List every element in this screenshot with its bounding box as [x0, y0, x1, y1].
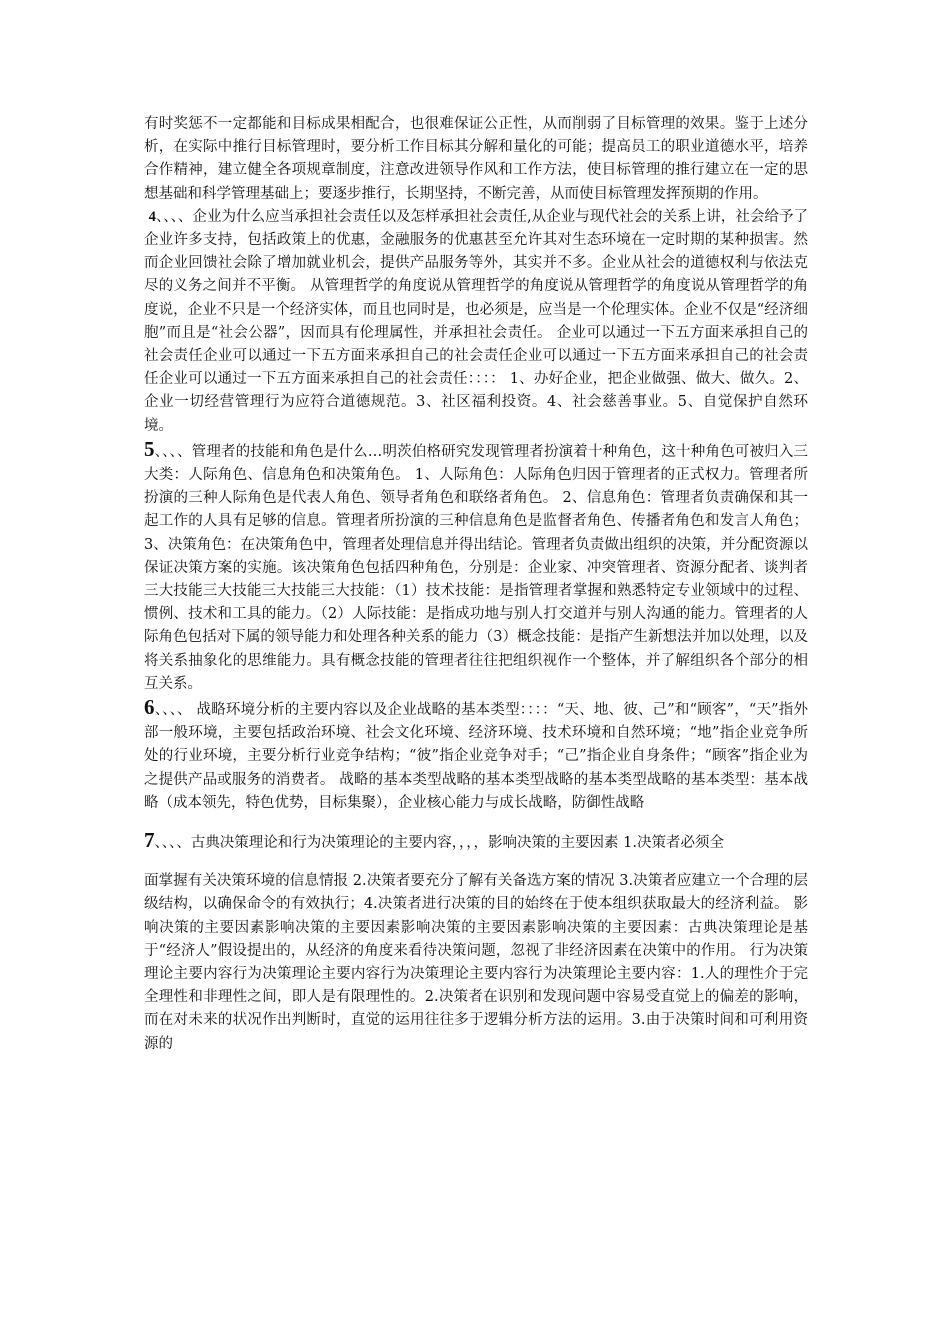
paragraph-text: 、、、、古典决策理论和行为决策理论的主要内容，，，，影响决策的主要因素 1.决策者必须全	[154, 835, 724, 852]
paragraph-decision-heading	[144, 825, 808, 858]
question-number: 5	[144, 436, 155, 461]
question-number: 7	[144, 828, 155, 853]
paragraph-decision-theory: 面掌握有关决策环境的信息情报 2.决策者要充分了解有关备选方案的情况 3.决策者应建立一个合理的层级结构，以确保命令的有效执行；4.决策者进行决策的目的始终在于使本组织获取最大的经济利益。 影响决策的主要因素影响决策的主要因素影响决策的主要因素影响决策的主要因素：古典决策理论是基于“经济人”假设提出的，从经济的角度来看待决策问题，忽视了非经济因素在决策中的作用。 行为决策理论主要内容行为决策理论主要内容行为决策理论主要内容行为决策理论主要内容：1.人的理性介于完全理性和非理性之间，即人是有限理性的。2.决策者在识别和发现问题中容易受直觉上的偏差的影响，而在对未来的状况作出判断时，直觉的运用往往多于逻辑分析方法的运用。3.由于决策时间和可利用资源的	[144, 873, 808, 1052]
paragraph-social-responsibility	[144, 206, 808, 438]
paragraph-text: 、、、、企业为什么应当承担社会责任以及怎样承担社会责任,从企业与现代社会的关系上讲，社会给予了企业许多支持，包括政策上的优惠，金融服务的优惠甚至允许其对生态环境在一定时期的某种损害。然而企业回馈社会除了增加就业机会，提供产品服务等外，其实并不多。企业从社会的道德权利与依法克尽的义务之间并不平衡。 从管理哲学的角度说从管理哲学的角度说从管理哲学的角度说从管理哲学的角度说，企业不只是一个经济实体，而且也同时是，也必须是，应当是一个伦理实体。企业不仅是“经济细胞”而且是“社会公器”，因而具有伦理属性，并承担社会责任。 企业可以通过一下五方面来承担自己的社会责任企业可以通过一下五方面来承担自己的社会责任企业可以通过一下五方面来承担自己的社会责任企业可以通过一下五方面来承担自己的社会责任：：：： 1、办好企业，把企业做强、做大、做久。2、企业一切经营管理行为应符合道德规范。3、社区福利投资。4、社会慈善事业。5、自觉保护自然环境。	[144, 208, 809, 434]
paragraph-text: 、、、、 战略环境分析的主要内容以及企业战略的基本类型：：：：“天、地、彼、己”和“顾客”，“天”指外部一般环境，主要包括政治环境、社会文化环境、经济环境、技术环境和自然环境；“地”指企业竞争所处的行业环境，主要分析行业竞争结构；“彼”指企业竞争对手；“己”指企业自身条件；“顾客”指企业为之提供产品或服务的消费者。 战略的基本类型战略的基本类型战略的基本类型战略的基本类型：基本战略（成本领先，特色优势，目标集聚），企业核心能力与成长战略，防御性战略	[144, 702, 808, 811]
question-number: 6	[144, 695, 155, 720]
question-number: 4	[148, 208, 156, 225]
paragraph-target-management: 有时奖惩不一定都能和目标成果相配合，也很难保证公正性，从而削弱了目标管理的效果。鉴于上述分析，在实际中推行目标管理时，要分析工作目标其分解和量化的可能；提高员工的职业道德水平，培养合作精神，建立健全各项规章制度，注意改进领导作风和工作方法，使目标管理的推行建立在一定的思想基础和科学管理基础上；要逐步推行，长期坚持，不断完善，从而使目标管理发挥预期的作用。	[144, 116, 808, 202]
paragraph-manager-roles	[144, 438, 808, 696]
paragraph-text: 、、、、管理者的技能和角色是什么…明茨伯格研究发现管理者扮演着十种角色，这十种角色可被归入三大类：人际角色、信息角色和决策角色。 1、人际角色：人际角色归因于管理者的正式权力。管理者所扮演的三种人际角色是代表人角色、领导者角色和联络者角色。 2、信息角色：管理者负责确保和其一起工作的人具有足够的信息。管理者所扮演的三种信息角色是监督者角色、传播者角色和发言人角色；3、决策角色：在决策角色中，管理者处理信息并得出结论。管理者负责做出组织的决策，并分配资源以保证决策方案的实施。该决策角色包括四种角色，分别是：企业家、冲突管理者、资源分配者、谈判者 三大技能三大技能三大技能三大技能：（1）技术技能：是指管理者掌握和熟悉特定专业领域中的过程、惯例、技术和工具的能力。（2）人际技能：是指成功地与别人打交道并与别人沟通的能力。管理者的人际角色包括对下属的领导能力和处理各种关系的能力（3）概念技能：是指产生新想法并加以处理，以及将关系抽象化的思维能力。具有概念技能的管理者往往把组织视作一个整体，并了解组织各个部分的相互关系。	[144, 443, 808, 692]
document-page	[144, 113, 808, 1056]
paragraph-strategy	[144, 696, 808, 815]
